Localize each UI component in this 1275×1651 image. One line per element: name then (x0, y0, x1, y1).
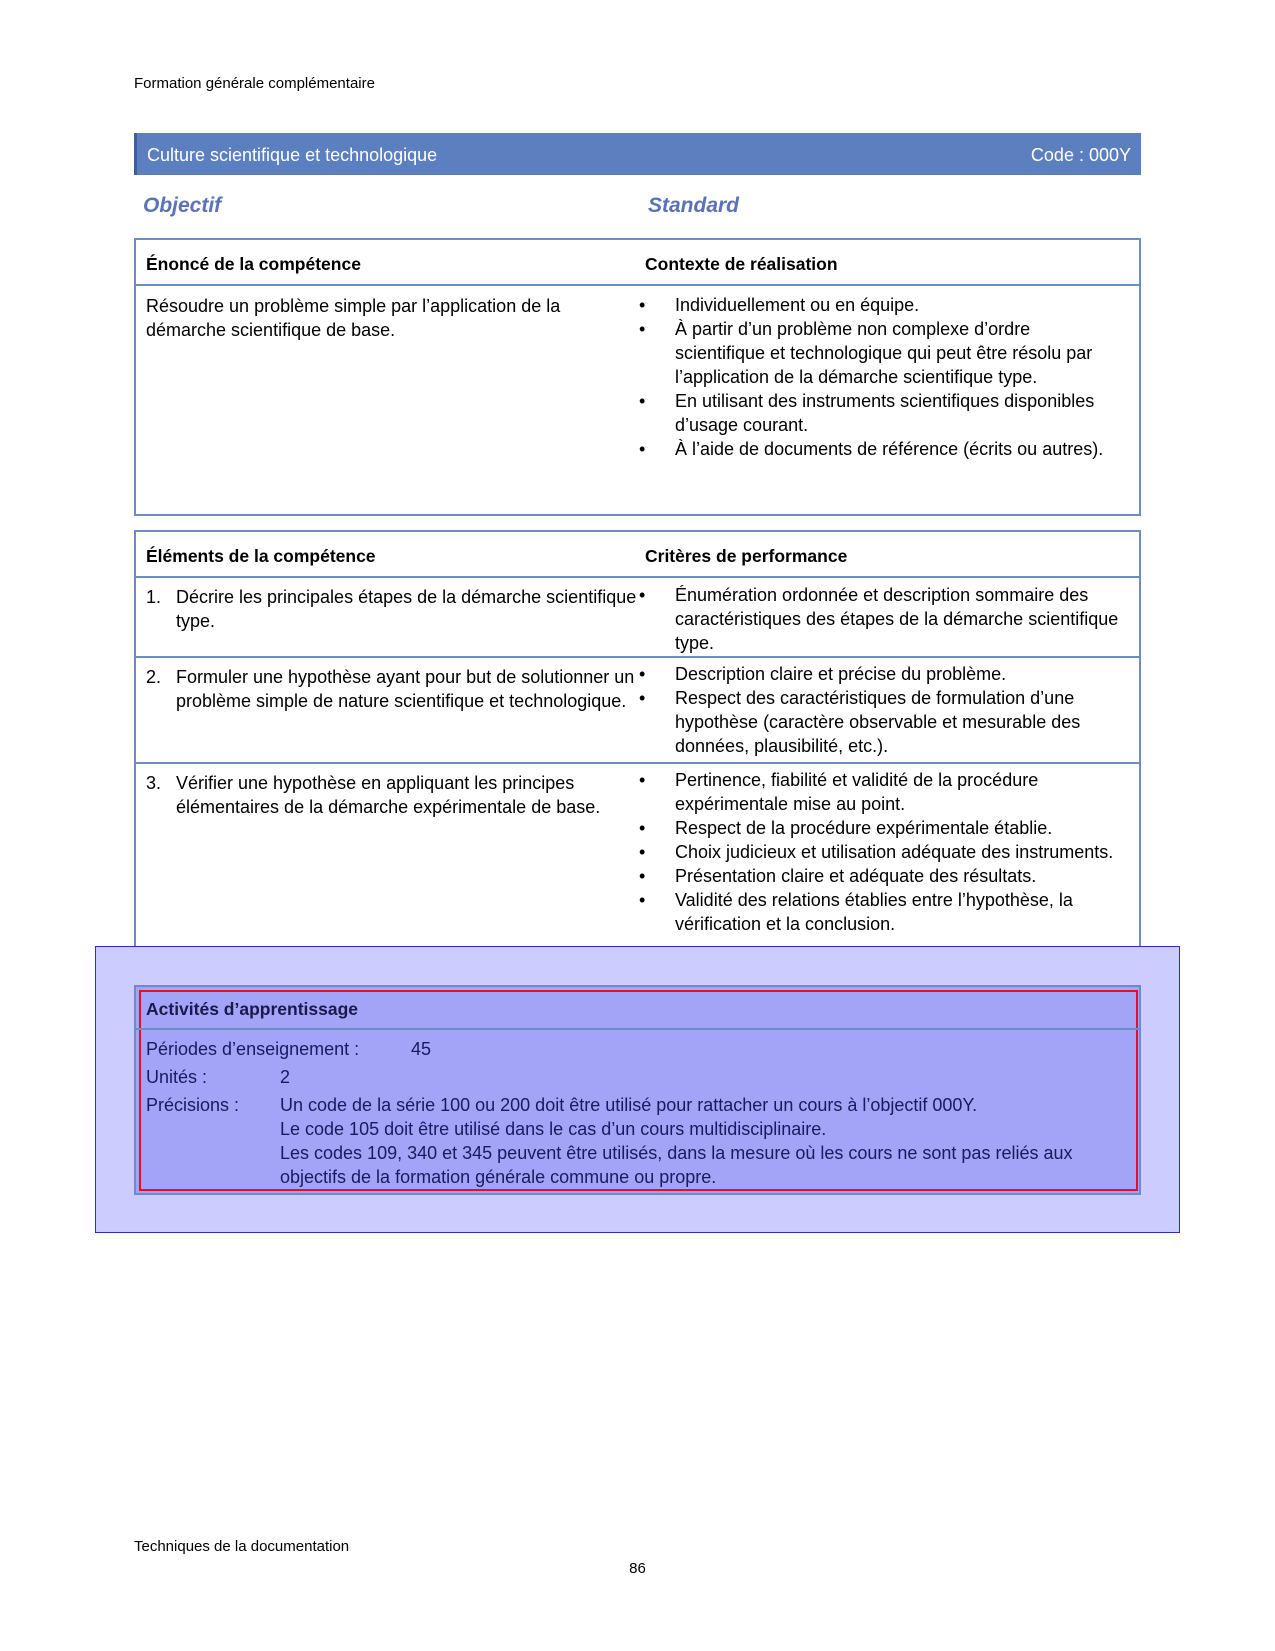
element-row-1 (136, 576, 1139, 656)
periodes-label: Périodes d’enseignement : (146, 1039, 360, 1059)
precisions-text (280, 1093, 1110, 1189)
contexte-item: • En utilisant des instruments scientifiques disponibles d’usage courant. (639, 389, 1119, 437)
element-1 (146, 585, 646, 633)
critere-item: • Présentation claire et adéquate des résultats. (639, 864, 1119, 888)
critere-item: • Description claire et précise du problème. (639, 662, 1119, 686)
contexte-item: • À l’aide de documents de référence (écrits ou autres). (639, 437, 1119, 461)
activites-divider (136, 1028, 1139, 1030)
activites-title: Activités d’apprentissage (146, 999, 359, 1019)
critere-item: • Pertinence, fiabilité et validité de la procédure expérimentale mise au point. (639, 768, 1119, 816)
page-number: 86 (629, 1560, 646, 1577)
element-2 (146, 665, 646, 713)
element-3 (146, 771, 646, 819)
criteres-list-1 (639, 583, 1119, 655)
competence-box (134, 238, 1141, 516)
element-number: 3. (146, 773, 162, 793)
activites-box (134, 985, 1141, 1195)
criteres-list-3 (639, 768, 1119, 936)
contexte-item: • Individuellement ou en équipe. (639, 293, 1119, 317)
running-header: Formation générale complémentaire (134, 75, 375, 92)
course-title: Culture scientifique et technologique (147, 145, 438, 165)
element-text: Vérifier une hypothèse en appliquant les principes élémentaires de la démarche expérimentale de base. (176, 773, 601, 817)
elements-box (134, 530, 1141, 969)
enonce-header: Énoncé de la compétence (146, 254, 361, 274)
contexte-header: Contexte de réalisation (645, 254, 838, 274)
objectif-heading: Objectif (143, 194, 222, 217)
critere-item: • Énumération ordonnée et description sommaire des caractéristiques des étapes de la démarche scientifique type. (639, 583, 1119, 655)
critere-item: • Validité des relations établies entre l’hypothèse, la vérification et la conclusion. (639, 888, 1119, 936)
precision-line: Un code de la série 100 ou 200 doit être utilisé pour rattacher un cours à l’objectif 000Y. (280, 1095, 978, 1115)
critere-item: • Choix judicieux et utilisation adéquate des instruments. (639, 840, 1119, 864)
periodes-value: 45 (411, 1039, 432, 1059)
course-code: Code : 000Y (1030, 145, 1131, 165)
competence-statement: Résoudre un problème simple par l’application de la démarche scientifique de base. (146, 296, 561, 340)
element-text: Formuler une hypothèse ayant pour but de solutionner un problème simple de nature scientifique et technologique. (176, 667, 635, 711)
critere-item: • Respect de la procédure expérimentale établie. (639, 816, 1119, 840)
unites-label: Unités : (146, 1067, 208, 1087)
competence-body-row (136, 284, 1139, 516)
element-number: 1. (146, 587, 162, 607)
competence-header-row (136, 240, 1139, 284)
precision-line: Les codes 109, 340 et 345 peuvent être utilisés, dans la mesure où les cours ne sont pas reliés aux objectifs de la formation générale commune ou propre. (280, 1143, 1073, 1187)
running-footer: Techniques de la documentation (134, 1538, 350, 1555)
elements-header-row (136, 532, 1139, 576)
criteres-header: Critères de performance (645, 546, 848, 566)
element-row-3 (136, 762, 1139, 969)
criteres-list-2 (639, 662, 1119, 758)
precisions-label: Précisions : (146, 1095, 240, 1115)
critere-item: • Respect des caractéristiques de formulation d’une hypothèse (caractère observable et mesurable des données, plausibilité, etc.). (639, 686, 1119, 758)
standard-heading: Standard (648, 194, 740, 217)
elements-header: Éléments de la compétence (146, 546, 376, 566)
element-row-2 (136, 656, 1139, 762)
element-number: 2. (146, 667, 162, 687)
element-text: Décrire les principales étapes de la démarche scientifique type. (176, 587, 637, 631)
contexte-item: • À partir d’un problème non complexe d’ordre scientifique et technologique qui peut être résolu par l’application de la démarche scientifique type. (639, 317, 1119, 389)
title-bar (134, 133, 1141, 175)
unites-value: 2 (280, 1067, 291, 1087)
precision-line: Le code 105 doit être utilisé dans le cas d’un cours multidisciplinaire. (280, 1119, 827, 1139)
contexte-list (639, 293, 1119, 461)
